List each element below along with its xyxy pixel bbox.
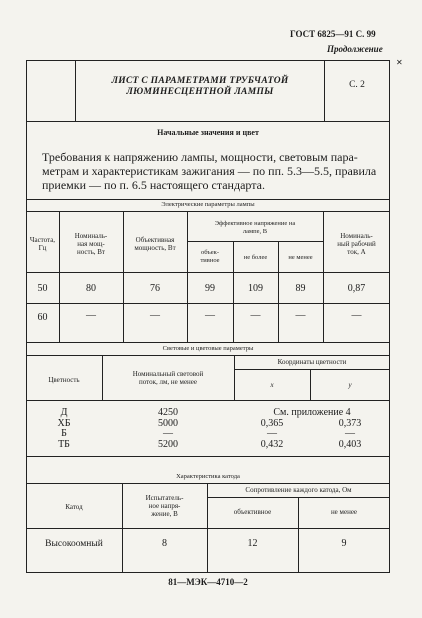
- footer-code: 81—МЭК—4710—2: [168, 577, 248, 587]
- col-voltage-min: не менее: [288, 254, 313, 261]
- col-cathode: Катод: [65, 503, 83, 511]
- table-cell: 50: [37, 283, 48, 294]
- table-cell: 109: [248, 283, 263, 294]
- col-voltage-max: не более: [243, 254, 268, 261]
- col-x: x: [270, 381, 274, 389]
- requirements-line-3: приемки — по п. 6.5 настоящего стандарта.: [42, 178, 265, 192]
- table-cell: —: [250, 310, 261, 321]
- requirements-line-1: Требования к напряжению лампы, мощности, световым пара-: [42, 150, 358, 164]
- table-cell: 76: [150, 283, 160, 294]
- x-list: 0,365 — 0,432: [260, 417, 284, 450]
- col-color: Цветность: [48, 376, 80, 384]
- table-cell: 60: [37, 312, 48, 323]
- col-nominal-power: Номиналь- ная мощ- ность, Вт: [74, 232, 108, 256]
- col-y: y: [348, 381, 352, 389]
- col-chromaticity: Координаты цветности: [277, 358, 347, 366]
- col-resistance: Сопротивление каждого катода, Ом: [245, 486, 352, 494]
- table-cell: 89: [295, 283, 306, 294]
- table-cell: 12: [247, 538, 258, 549]
- table-cell: 80: [86, 283, 96, 294]
- col-voltage-objective: объек- тивное: [200, 249, 220, 264]
- see-appendix: См. приложение 4: [273, 407, 351, 418]
- col-resistance-min: не менее: [330, 508, 358, 516]
- margin-mark: ✕: [396, 58, 403, 67]
- cathode-title: Характеристика катода: [176, 473, 240, 480]
- table-cell: 9: [341, 538, 347, 549]
- y-list: 0,373 — 0,403: [338, 417, 362, 450]
- continuation-label: Продолжение: [327, 44, 383, 54]
- table-cell: —: [205, 310, 215, 321]
- col-resistance-objective: объективное: [233, 508, 272, 516]
- table-cell: —: [86, 310, 96, 321]
- col-effective-voltage: Эффективное напряжение на лампе, В: [214, 220, 296, 235]
- table-cell: 99: [205, 283, 215, 294]
- requirements-line-2: метрам и характеристикам зажигания — по пп. 5.3—5.5, правила: [42, 164, 377, 178]
- sheet-number: С. 2: [349, 80, 365, 90]
- col-nominal-current: Номиналь- ный рабочий ток, А: [337, 232, 376, 256]
- standard-header: ГОСТ 6825—91 С. 99: [290, 29, 376, 39]
- col-objective-power: Объективная мощность, Вт: [134, 236, 176, 252]
- table-cell: 8: [162, 538, 167, 549]
- table-cell: 0,87: [347, 283, 366, 294]
- table-cell: —: [150, 310, 160, 321]
- section-heading: Начальные значения и цвет: [157, 128, 259, 137]
- flux-list: 4250 5000 — 5200: [158, 407, 178, 450]
- electrical-title: Электрические параметры лампы: [161, 201, 255, 208]
- sheet-title: ЛИСТ С ПАРАМЕТРАМИ ТРУБЧАТОЙ ЛЮМИНЕСЦЕНТНОЙ ЛАМПЫ: [111, 76, 289, 97]
- table-cell: Высокоомный: [45, 539, 103, 549]
- table-cell: —: [351, 310, 362, 321]
- light-title: Световые и цветовые параметры: [162, 345, 254, 352]
- table-cell: —: [295, 310, 306, 321]
- color-list: Д ХБ Б ТБ: [57, 407, 71, 450]
- col-luminous-flux: Номинальный световой поток, лм, не менее: [132, 370, 204, 386]
- col-frequency: Частота, Гц: [29, 236, 56, 252]
- col-test-voltage: Испытатель- ное напря- жение, В: [145, 494, 184, 518]
